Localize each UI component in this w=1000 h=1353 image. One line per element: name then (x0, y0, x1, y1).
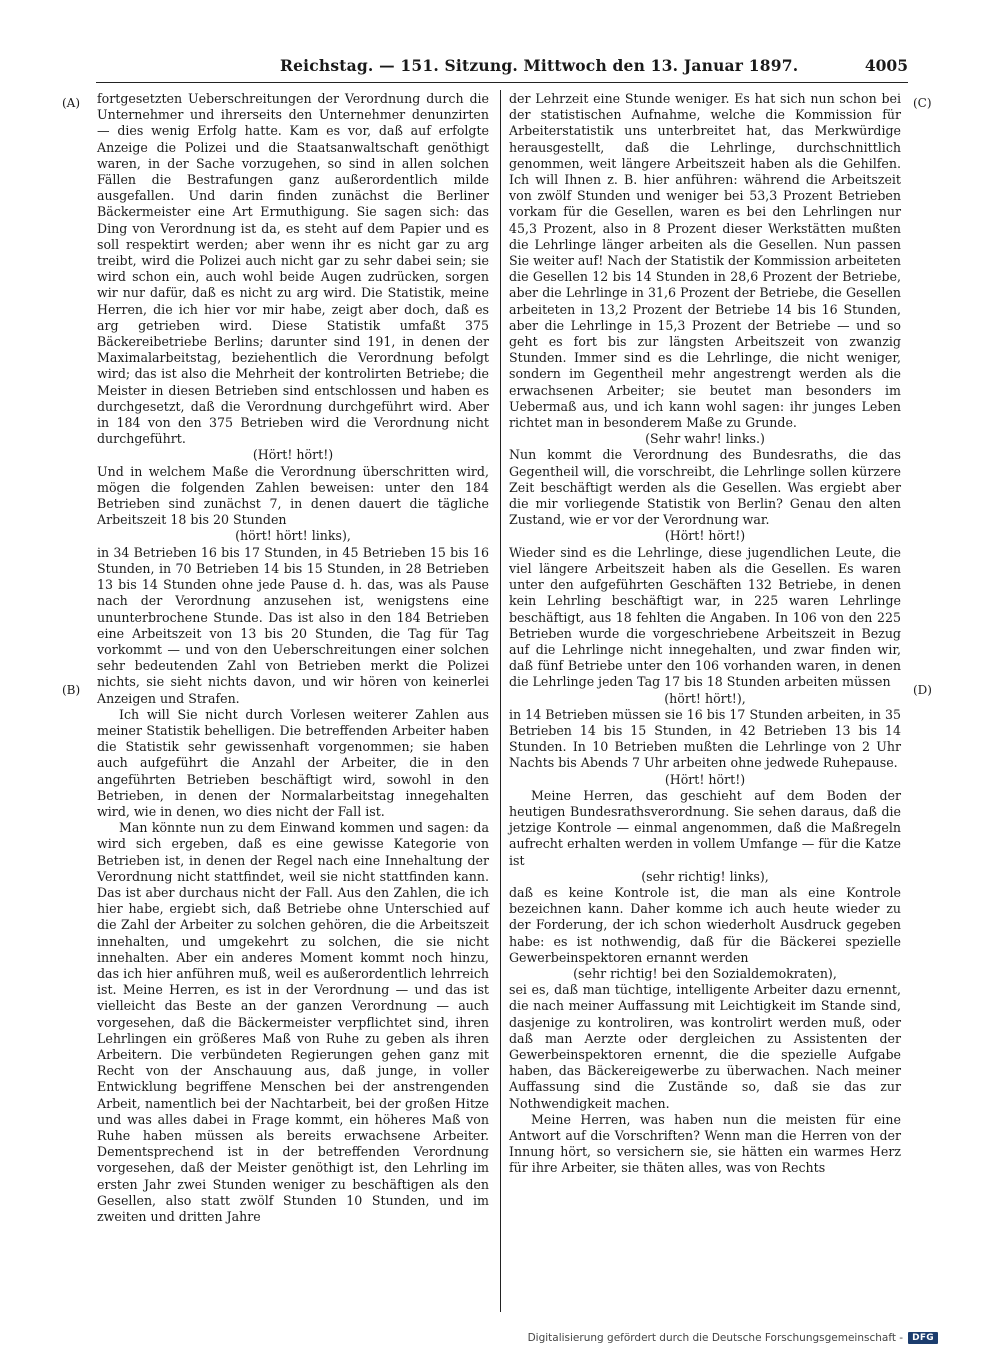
margin-marker-d: (D) (913, 683, 932, 697)
paragraph: in 14 Betrieben müssen sie 16 bis 17 Stunden arbeiten, in 35 Betrieben 14 bis 15 Stunden, in 42 Betrieben 13 bis 14 Stunden. In 10 Betrieben mußten die Lehrlinge von 2 Uhr Nachts bis Abends 7 Uhr arbeiten ohne jedwede Ruhepause. (509, 706, 901, 771)
paragraph: sei es, daß man tüchtige, intelligente Arbeiter dazu ernennt, die nach meiner Auffassung mit Leichtigkeit im Stande sind, dasjenige zu kontroliren, was kontrolirt werden muß, oder daß man Aerzte oder dergleichen zu Assistenten der Gewerbeinspektoren ernennt, die die spezielle Aufgabe haben, das Bäckereigewerbe zu überwachen. Nach meiner Auffassung sind die Zustände so, daß sie das zur Nothwendigkeit machen. (509, 982, 901, 1111)
paragraph: der Lehrzeit eine Stunde weniger. Es hat sich nun schon bei der statistischen Aufnahme, welche die Kommission für Arbeiterstatistik uns unterbreitet hat, das Merkwürdige herausgestellt, daß die Lehrlinge, durchschnittlich genommen, weit längere Arbeitszeit haben als die Gehilfen. Ich will Ihnen z. B. hier anführen: während die Arbeitszeit von zwölf Stunden und weniger bei 53,3 Prozent Betrieben vorkam für die Gesellen, waren es bei den Lehrlingen nur 45,3 Prozent, also in 8 Prozent dieser Werkstätten mußten die Lehrlinge länger arbeiten als die Gesellen. Nun passen Sie weiter auf! Nach der Statistik der Kommission arbeiteten die Gesellen 12 bis 14 Stunden in 28,6 Prozent der Betriebe, aber die Lehrlinge in 31,6 Prozent der Betriebe, die Gesellen arbeiteten in 13,2 Prozent der Betriebe 14 bis 16 Stunden, aber die Lehrlinge in 15,3 Prozent der Betriebe — und so geht es fort bis zur längsten Arbeitszeit von zwanzig Stunden. Immer sind es die Lehrlinge, die nicht weniger, sondern im Gegentheil mehr angestrengt werden als die erwachsenen Arbeiter; sie beutet man besonders im Uebermaß aus, und ich kann wohl sagen: ihr junges Leben richtet man in besonderem Maße zu Grunde. (509, 91, 901, 431)
interjection: (sehr richtig! links), (641, 868, 769, 884)
paragraph: daß es keine Kontrole ist, die man als eine Kontrole bezeichnen kann. Daher komme ich auch heute wieder zu der Forderung, der ich schon wiederholt Ausdruck gegeben habe: es ist nothwendig, daß für die Bäckerei spezielle Gewerbeinspektoren ernannt werden (509, 884, 901, 965)
paragraph: Wieder sind es die Lehrlinge, diese jugendlichen Leute, die viel längere Arbeitszeit haben als die Gesellen. Es waren unter den aufgeführten Geschäften 132 Betriebe, in denen kein Lehrling beschäftigt war, in 225 waren Lehrlinge beschäftigt, aus 18 fehlten die Angaben. In 106 von den 225 Betrieben wurde die vorgeschriebene Arbeitszeit in Bezug auf die Lehrlinge nicht innegehalten, und zwar finden wir, daß fünf Betriebe unter den 106 vorhanden waren, in denen die Lehrlinge jeden Tag 17 bis 18 Stunden arbeiten müssen (509, 544, 901, 690)
paragraph: fortgesetzten Ueberschreitungen der Verordnung durch die Unternehmer und ihrerseits den Unternehmer denunzirten — dies wenig Erfolg hatte. Kam es vor, daß auf erfolgte Anzeige die Polizei und die Staatsanwaltschaft genöthigt waren, in der Sache vorzugehen, so sind in allen solchen Fällen die Bestrafungen ganz außerordentlich milde ausgefallen. Und darin finden zunächst die Berliner Bäckermeister eine Art Ermuthigung. Sie sagen sich: das Ding von Verordnung ist da, es steht auf dem Papier und es soll respektirt werden; aber wenn ihr es nicht gar zu arg treibt, wird die Polizei auch nicht gar zu sehr dabei sein; sie wird schon ein, auch wohl beide Augen zudrücken, sorgen wir nur dafür, daß es nicht zu arg wird. Die Statistik, meine Herren, die ich hier vor mir habe, zeigt aber doch, daß es arg getrieben wird. Diese Statistik umfaßt 375 Bäckereibetriebe Berlins; darunter sind 191, in denen der Maximalarbeitstag, beziehentlich die Verordnung befolgt wird; das ist also die Mehrheit der kontrolirten Betriebe; die Meister in diesen Betrieben sind entschlossen und haben es durchgesetzt, daß die Verordnung durchgeführt wird. Aber in 184 von den 375 Betrieben wird die Verordnung nicht durchgeführt. (97, 91, 489, 447)
right-column (509, 91, 901, 1177)
dfg-logo-icon: DFG (908, 1332, 938, 1344)
page-footer (528, 1330, 938, 1346)
interjection: (Hört! hört!) (664, 771, 746, 787)
paragraph: Nun kommt die Verordnung des Bundesraths, die das Gegentheil will, die vorschreibt, die Lehrlinge sollen kürzere Zeit beschäftigt werden als die Gesellen. Was ergiebt aber die mir vorliegende Statistik von Berlin? Genau den alten Zustand, wie er vor der Verordnung war. (509, 447, 901, 528)
margin-marker-b: (B) (62, 683, 81, 697)
interjection: (hört! hört!), (664, 690, 746, 706)
header-rule (96, 82, 908, 83)
running-title: Reichstag. — 151. Sitzung. Mittwoch den 13. Januar 1897. (280, 56, 799, 75)
paragraph: Ich will Sie nicht durch Vorlesen weiterer Zahlen aus meiner Statistik behelligen. Die betreffenden Arbeiter haben die Statistik sehr gewissenhaft vorgenommen; sie haben auch aufgeführt die Anzahl der Arbeiter, die in den angeführten Betrieben beschäftigt wird, sowohl in den Betrieben, in denen der Normalarbeitstag innegehalten wird, wie in denen, wo dies nicht der Fall ist. (97, 706, 489, 819)
interjection: (Hört! hört!) (664, 528, 746, 544)
paragraph: Und in welchem Maße die Verordnung überschritten wird, mögen die folgenden Zahlen beweisen: unter den 184 Betrieben sind zunächst 7, in denen dauert die tägliche Arbeitszeit 18 bis 20 Stunden (97, 463, 489, 528)
footer-credit: Digitalisierung gefördert durch die Deutsche Forschungsgemeinschaft - (527, 1332, 904, 1344)
paragraph: Man könnte nun zu dem Einwand kommen und sagen: da wird sich ergeben, daß es eine gewisse Kategorie von Betrieben ist, in denen der Regel nach eine Innehaltung der Verordnung nicht stattfindet, weil sie nicht stattfinden kann. Das ist aber durchaus nicht der Fall. Aus den Zahlen, die ich hier habe, ergiebt sich, daß Betriebe ohne Unterschied auf die Zahl der Arbeiter zu solchen gehören, die die Arbeitszeit innehalten, und umgekehrt zu solchen, die sie nicht innehalten. Aber ein anderes Moment kommt noch hinzu, das ich hier anführen muß, weil es außerordentlich lehrreich ist. Meine Herren, es ist in der Verordnung — und das ist vielleicht das Beste an der ganzen Verordnung — auch vorgesehen, daß die Bäckermeister verpflichtet sind, ihren Lehrlingen ein größeres Maß von Ruhe zu geben als ihren Arbeitern. Die verbündeten Regierungen gehen ganz mit Recht von der Anschauung aus, daß junge, in voller Entwicklung begriffene Menschen bei der anstrengenden Arbeit, namentlich bei der Nachtarbeit, bei der großen Hitze und was alles dabei in Frage kommt, ein höheres Maß von Ruhe haben müssen als bereits erwachsene Arbeiter. Dementsprechend ist in der betreffenden Verordnung vorgesehen, daß der Meister genöthigt ist, den Lehrling im ersten Jahr zwei Stunden weniger zu beschäftigen als den Gesellen, also statt zwölf Stunden 10 Stunden, und im zweiten und dritten Jahre (97, 820, 489, 1225)
interjection: (Hört! hört!) (252, 447, 334, 463)
column-divider (500, 90, 501, 1312)
paragraph: Meine Herren, das geschieht auf dem Boden der heutigen Bundesrathsverordnung. Sie sehen daraus, daß die jetzige Kontrole — einmal angenommen, daß die Maßregeln aufrecht erhalten werden in vollem Umfange — für die Katze ist (509, 787, 901, 868)
page-header (100, 56, 908, 78)
margin-marker-a: (A) (62, 96, 81, 110)
margin-marker-c: (C) (913, 96, 932, 110)
paragraph: Meine Herren, was haben nun die meisten für eine Antwort auf die Vorschriften? Wenn man die Herren von der Innung hört, so versichern sie, sie hätten ein warmes Herz für ihre Arbeiter, sie thäten alles, was von Rechts (509, 1111, 901, 1176)
interjection: (sehr richtig! bei den Sozialdemokraten), (573, 965, 837, 981)
paragraph: in 34 Betrieben 16 bis 17 Stunden, in 45 Betrieben 15 bis 16 Stunden, in 70 Betrieben 14 bis 15 Stunden, in 28 Betrieben 13 bis 14 Stunden ohne jede Pause d. h. das, was als Pause nach der Verordnung anzusehen ist, wenigstens eine ununterbrochene Stunde. Das ist also in den 184 Betrieben eine Arbeitszeit von 13 bis 20 Stunden, die Tag für Tag vorkommt — und von den Ueberschreitungen einer solchen sehr bedeutenden Zahl von Betrieben merkt die Polizei nichts, sie sieht nichts davon, und wir hören von keinerlei Anzeigen und Strafen. (97, 544, 489, 706)
interjection: (hört! hört! links), (235, 528, 351, 544)
page-number: 4005 (864, 56, 908, 75)
interjection: (Sehr wahr! links.) (645, 431, 765, 447)
left-column (97, 91, 489, 1225)
